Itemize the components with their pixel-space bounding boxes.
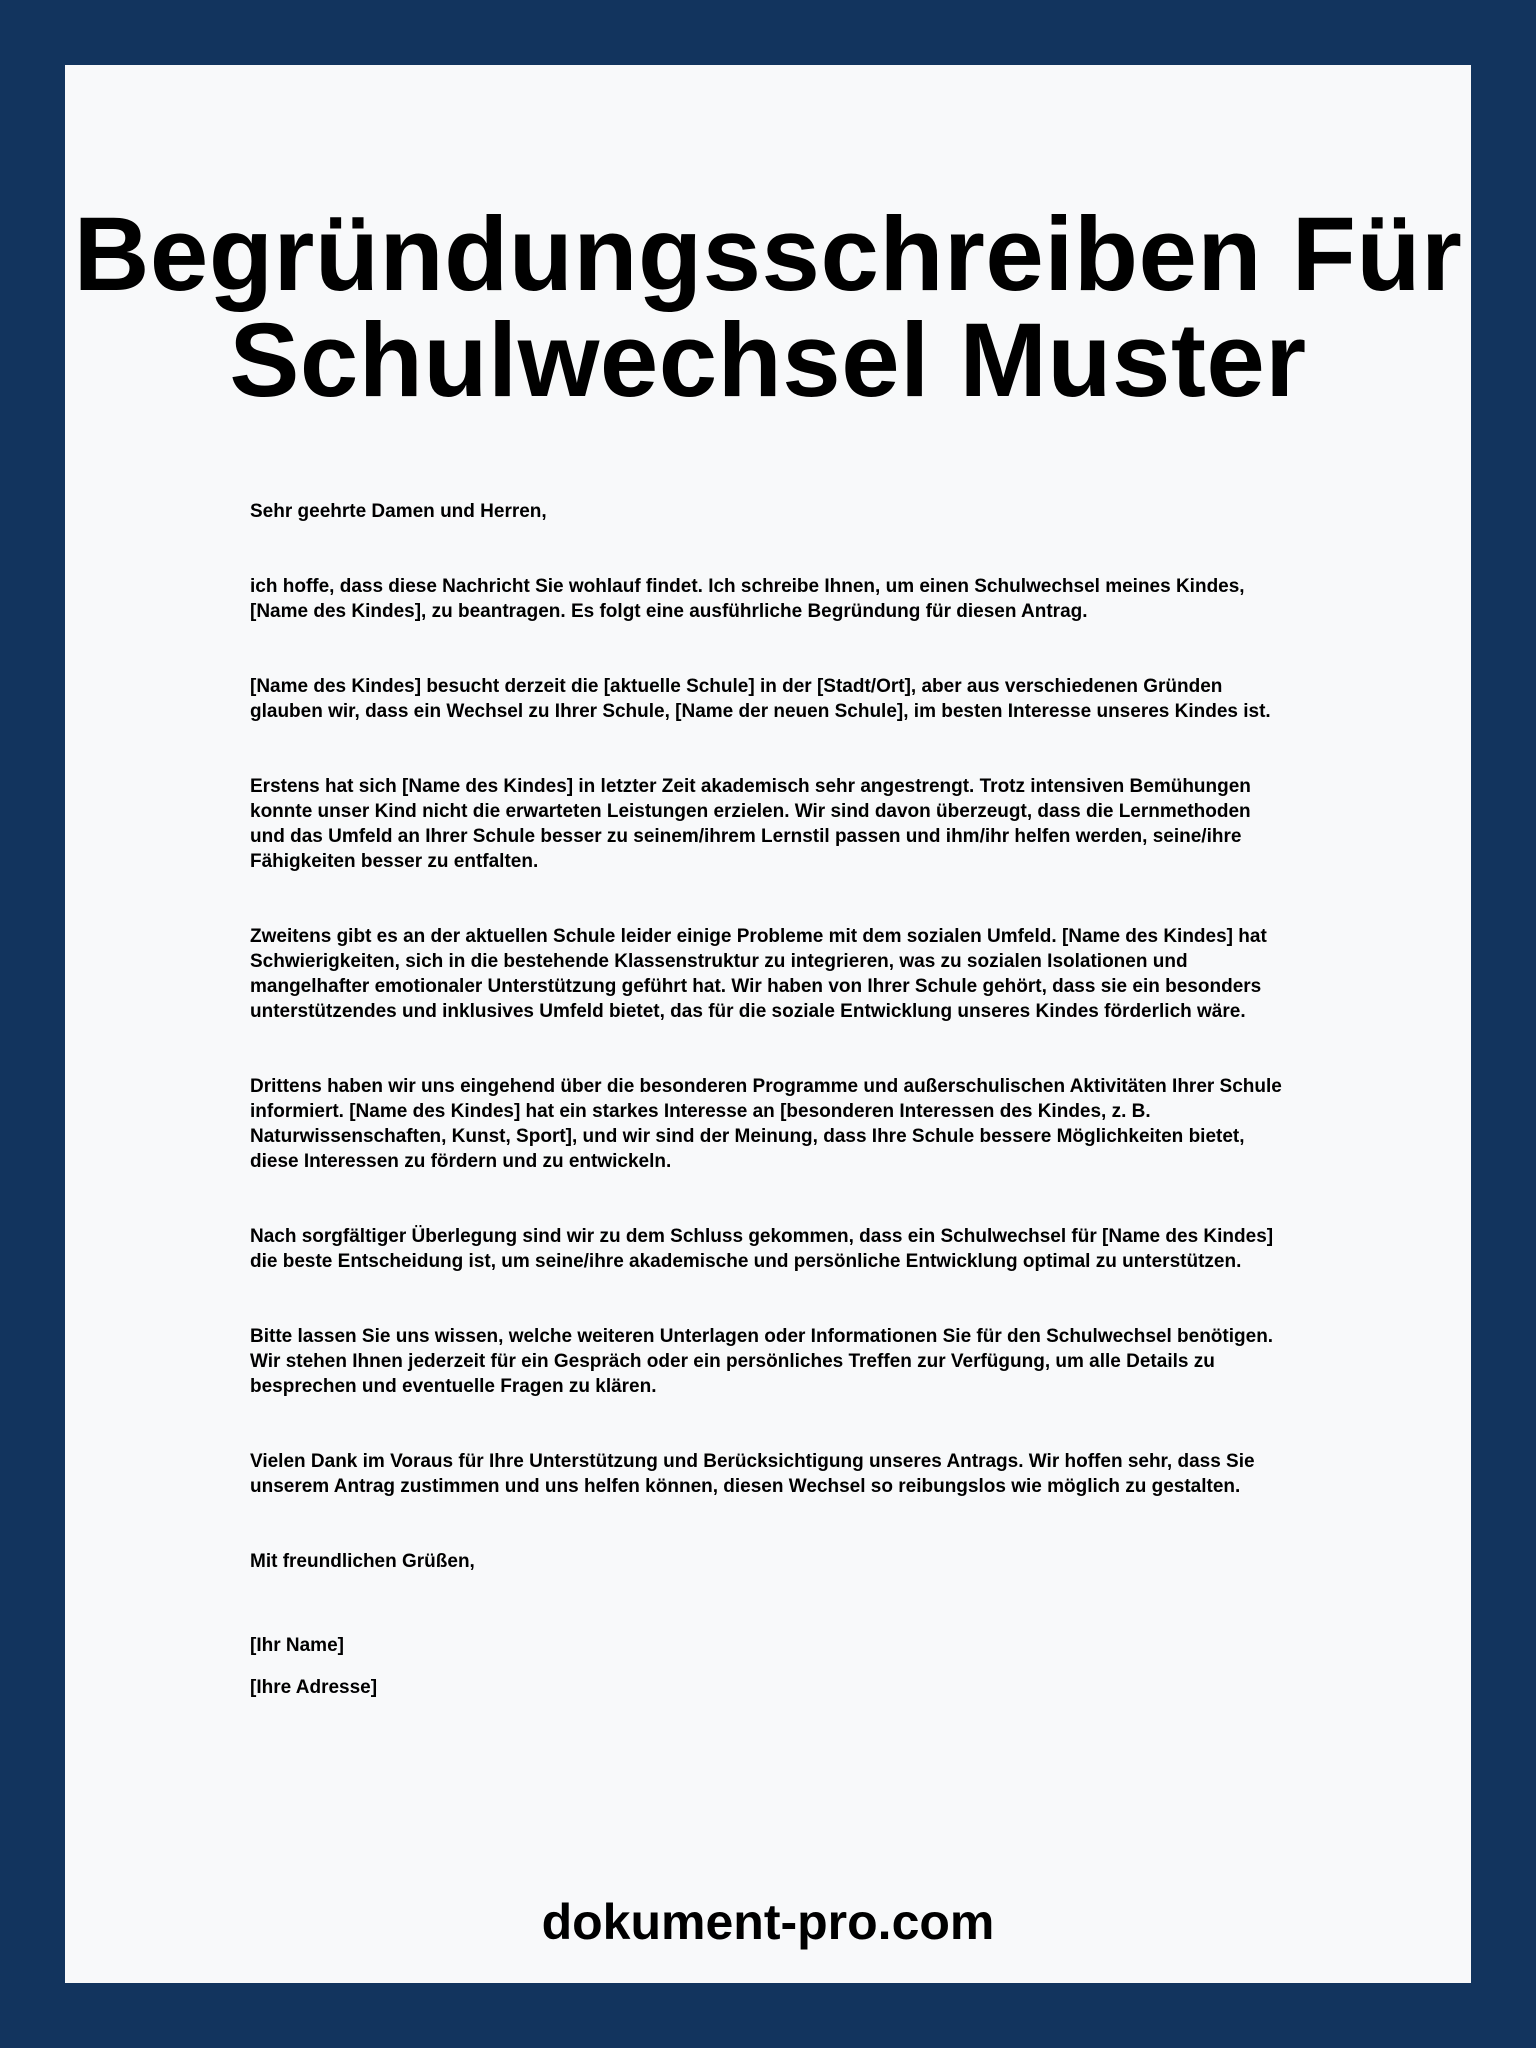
letter-body (250, 499, 1290, 1700)
paragraph-second-reason: Zweitens gibt es an der aktuellen Schule leider einige Probleme mit dem sozialen Umfeld. [Name des Kindes] hat Schwierigkeiten, sich in die bestehende Klassenstruktur zu integrieren, was zu sozialen Isolationen und mangelhafter emotionaler Unterstützung geführt hat. Wir haben von Ihrer Schule gehört, dass sie ein besonders unterstützendes und inklusives Umfeld bietet, das für die soziale Entwicklung unseres Kindes förderlich wäre. (250, 926, 1267, 1022)
paragraph-conclusion: Nach sorgfältiger Überlegung sind wir zu dem Schluss gekommen, dass ein Schulwechsel für [Name des Kindes] die beste Entscheidung ist, um seine/ihre akademische und persönliche Entwicklung optimal zu unterstützen. (250, 1226, 1274, 1272)
paragraph-thanks: Vielen Dank im Voraus für Ihre Unterstützung und Berücksichtigung unseres Antrags. Wir hoffen sehr, dass Sie unserem Antrag zustimmen und uns helfen können, diesen Wechsel so reibungslos wie möglich zu gestalten. (250, 1451, 1255, 1497)
footer-site: dokument-pro.com (541, 1894, 995, 1950)
paragraph-first-reason: Erstens hat sich [Name des Kindes] in letzter Zeit akademisch sehr angestrengt. Trotz intensiven Bemühungen konnte unser Kind nicht die erwarteten Leistungen erzielen. Wir sind davon überzeugt, dass die Lernmethoden und das Umfeld an Ihrer Schule besser zu seinem/ihrem Lernstil passen und ihm/ihr helfen werden, seine/ihre Fähigkeiten besser zu entfalten. (250, 776, 1251, 872)
signature-address: [Ihre Adresse] (250, 1677, 378, 1698)
closing: Mit freundlichen Grüßen, (250, 1551, 475, 1572)
signature-name: [Ihr Name] (250, 1635, 344, 1656)
document-page (65, 65, 1471, 1983)
paragraph-intro: ich hoffe, dass diese Nachricht Sie wohlauf findet. Ich schreibe Ihnen, um einen Schulwechsel meines Kindes, [Name des Kindes], zu beantragen. Es folgt eine ausführliche Begründung für diesen Antrag. (250, 576, 1245, 622)
paragraph-third-reason: Drittens haben wir uns eingehend über die besonderen Programme und außerschulischen Aktivitäten Ihrer Schule informiert. [Name des Kindes] hat ein starkes Interesse an [besonderen Interessen des Kindes, z. B. Naturwissenschaften, Kunst, Sport], und wir sind der Meinung, dass Ihre Schule bessere Möglichkeiten bietet, diese Interessen zu fördern und zu entwickeln. (250, 1076, 1282, 1172)
page-title: Begründungsschreiben Für Schulwechsel Muster (73, 196, 1463, 419)
paragraph-request-info: Bitte lassen Sie uns wissen, welche weiteren Unterlagen oder Informationen Sie für den Schulwechsel benötigen. Wir stehen Ihnen jederzeit für ein Gespräch oder ein persönliches Treffen zur Verfügung, um alle Details zu besprechen und eventuelle Fragen zu klären. (250, 1326, 1274, 1397)
salutation: Sehr geehrte Damen und Herren, (250, 501, 547, 522)
paragraph-current-school: [Name des Kindes] besucht derzeit die [aktuelle Schule] in der [Stadt/Ort], aber aus verschiedenen Gründen glauben wir, dass ein Wechsel zu Ihrer Schule, [Name der neuen Schule], im besten Interesse unseres Kindes ist. (250, 676, 1271, 722)
